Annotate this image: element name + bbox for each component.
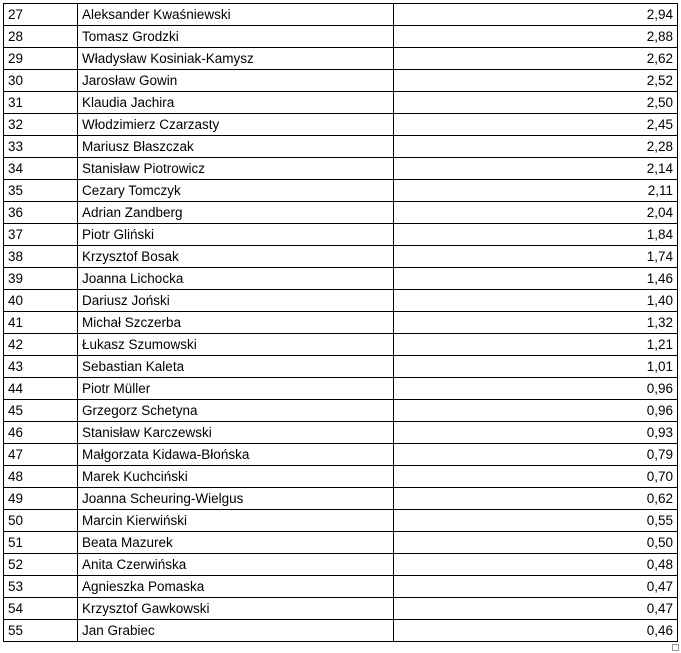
name-cell: Władysław Kosiniak-Kamysz [78,48,394,70]
rank-cell: 48 [4,466,78,488]
rank-cell: 35 [4,180,78,202]
value-cell: 1,40 [394,290,678,312]
table-row [4,268,678,290]
name-cell: Aleksander Kwaśniewski [78,4,394,26]
rank-cell: 51 [4,532,78,554]
rank-cell: 55 [4,620,78,642]
name-cell: Agnieszka Pomaska [78,576,394,598]
table-row [4,378,678,400]
name-cell: Krzysztof Bosak [78,246,394,268]
rank-cell: 36 [4,202,78,224]
value-cell: 2,04 [394,202,678,224]
name-cell: Piotr Müller [78,378,394,400]
name-cell: Piotr Gliński [78,224,394,246]
table-row [4,620,678,642]
rank-cell: 40 [4,290,78,312]
value-cell: 2,14 [394,158,678,180]
rank-cell: 45 [4,400,78,422]
rank-cell: 29 [4,48,78,70]
value-cell: 1,32 [394,312,678,334]
rank-cell: 50 [4,510,78,532]
value-cell: 0,96 [394,400,678,422]
table-row [4,466,678,488]
name-cell: Adrian Zandberg [78,202,394,224]
name-cell: Michał Szczerba [78,312,394,334]
table-row [4,48,678,70]
value-cell: 0,46 [394,620,678,642]
rank-cell: 39 [4,268,78,290]
corner-resize-handle [672,644,679,651]
table-row [4,312,678,334]
table-row [4,576,678,598]
table-row [4,26,678,48]
value-cell: 2,28 [394,136,678,158]
table-row [4,422,678,444]
name-cell: Joanna Lichocka [78,268,394,290]
value-cell: 0,62 [394,488,678,510]
name-cell: Łukasz Szumowski [78,334,394,356]
value-cell: 2,88 [394,26,678,48]
table-row [4,136,678,158]
value-cell: 0,70 [394,466,678,488]
name-cell: Marek Kuchciński [78,466,394,488]
ranking-table [3,3,678,642]
value-cell: 2,94 [394,4,678,26]
rank-cell: 34 [4,158,78,180]
rank-cell: 37 [4,224,78,246]
name-cell: Cezary Tomczyk [78,180,394,202]
value-cell: 1,46 [394,268,678,290]
table-row [4,400,678,422]
rank-cell: 46 [4,422,78,444]
rank-cell: 38 [4,246,78,268]
name-cell: Anita Czerwińska [78,554,394,576]
name-cell: Mariusz Błaszczak [78,136,394,158]
name-cell: Małgorzata Kidawa-Błońska [78,444,394,466]
value-cell: 1,74 [394,246,678,268]
table-row [4,334,678,356]
table-row [4,224,678,246]
name-cell: Włodzimierz Czarzasty [78,114,394,136]
value-cell: 1,01 [394,356,678,378]
value-cell: 2,52 [394,70,678,92]
value-cell: 0,47 [394,598,678,620]
rank-cell: 54 [4,598,78,620]
value-cell: 0,48 [394,554,678,576]
name-cell: Klaudia Jachira [78,92,394,114]
ranking-sheet [3,3,677,642]
value-cell: 2,62 [394,48,678,70]
rank-cell: 32 [4,114,78,136]
name-cell: Joanna Scheuring-Wielgus [78,488,394,510]
rank-cell: 28 [4,26,78,48]
value-cell: 0,47 [394,576,678,598]
table-row [4,70,678,92]
name-cell: Sebastian Kaleta [78,356,394,378]
rank-cell: 31 [4,92,78,114]
table-row [4,510,678,532]
name-cell: Krzysztof Gawkowski [78,598,394,620]
ranking-table-body [4,4,678,642]
name-cell: Tomasz Grodzki [78,26,394,48]
rank-cell: 33 [4,136,78,158]
table-row [4,444,678,466]
rank-cell: 47 [4,444,78,466]
table-row [4,158,678,180]
name-cell: Jarosław Gowin [78,70,394,92]
rank-cell: 27 [4,4,78,26]
rank-cell: 49 [4,488,78,510]
name-cell: Jan Grabiec [78,620,394,642]
table-row [4,202,678,224]
table-row [4,554,678,576]
value-cell: 1,21 [394,334,678,356]
value-cell: 2,50 [394,92,678,114]
rank-cell: 52 [4,554,78,576]
name-cell: Stanisław Piotrowicz [78,158,394,180]
value-cell: 0,96 [394,378,678,400]
table-row [4,532,678,554]
value-cell: 0,50 [394,532,678,554]
rank-cell: 43 [4,356,78,378]
table-row [4,114,678,136]
value-cell: 0,79 [394,444,678,466]
rank-cell: 44 [4,378,78,400]
table-row [4,246,678,268]
value-cell: 1,84 [394,224,678,246]
table-row [4,92,678,114]
table-row [4,290,678,312]
name-cell: Stanisław Karczewski [78,422,394,444]
rank-cell: 30 [4,70,78,92]
table-row [4,180,678,202]
value-cell: 0,93 [394,422,678,444]
name-cell: Marcin Kierwiński [78,510,394,532]
name-cell: Beata Mazurek [78,532,394,554]
name-cell: Grzegorz Schetyna [78,400,394,422]
table-row [4,598,678,620]
value-cell: 0,55 [394,510,678,532]
value-cell: 2,11 [394,180,678,202]
rank-cell: 42 [4,334,78,356]
rank-cell: 53 [4,576,78,598]
table-row [4,488,678,510]
rank-cell: 41 [4,312,78,334]
value-cell: 2,45 [394,114,678,136]
table-row [4,356,678,378]
table-row [4,4,678,26]
name-cell: Dariusz Joński [78,290,394,312]
